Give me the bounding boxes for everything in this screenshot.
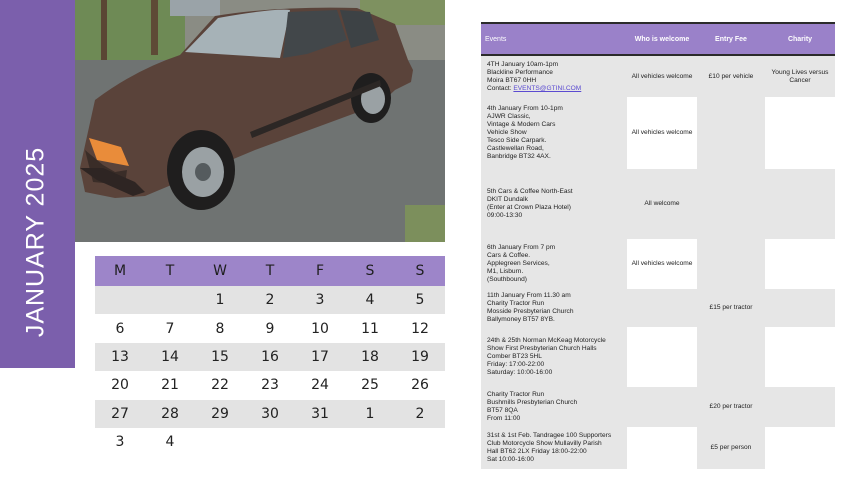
event-line: 4th January From 10-1pm [487,105,563,112]
event-line: Friday: 17:00-22:00 [487,361,545,368]
event-line: Saturday: 10:00-16:00 [487,369,553,376]
calendar-day: 8 [215,320,225,337]
event-line: (Southbound) [487,276,527,283]
calendar-day: 25 [361,377,379,394]
car-photo [75,0,445,242]
event-row [481,327,835,387]
events-column-header: Events [481,23,627,55]
calendar-week-row [95,343,445,371]
event-row [481,289,835,327]
event-line: Ballymoney BT57 8YB. [487,316,555,323]
calendar-day: 2 [245,286,295,314]
fee-column-header: Entry Fee [697,23,765,55]
event-details [481,289,627,327]
month-title: JANUARY 2025 [21,146,50,338]
event-line: Vehicle Show [487,129,527,136]
fee-cell: £10 per vehicle [697,55,765,97]
fee-cell: £5 per person [697,427,765,469]
calendar-day: 1 [195,286,245,314]
calendar-day [345,428,395,456]
calendar-day: 1 [345,400,395,428]
calendar-day: 12 [411,320,429,337]
event-line: Blackline Performance [487,68,553,76]
event-line: Bushmills Presbyterian Church [487,399,578,406]
calendar-day: 11 [361,320,379,337]
charity-cell [765,327,835,387]
event-line: 31st & 1st Feb. Tandragee 100 Supporters [487,432,612,439]
event-line: Tesco Side Carpark. [487,137,547,144]
fee-cell: £20 per tractor [697,387,765,427]
month-side-banner [0,0,75,368]
calendar-day: 20 [111,377,129,394]
charity-cell [765,387,835,427]
calendar-day [395,428,445,456]
event-details [481,169,627,239]
calendar-day: 31 [295,400,345,428]
event-row [481,97,835,169]
event-line: 24th & 25th Norman McKeag Motorcycle [487,337,606,344]
calendar-week-row [95,400,445,428]
event-line: Charity Tractor Run [487,391,545,398]
event-line: 5th Cars & Coffee North-East [487,188,573,195]
calendar-week-row [95,286,445,314]
charity-column-header: Charity [765,23,835,55]
calendar-day: 30 [245,400,295,428]
calendar-day: 15 [195,343,245,371]
weekday-label: S [395,256,445,286]
calendar-day: 14 [145,343,195,371]
calendar-day: 2 [395,400,445,428]
fee-cell [697,327,765,387]
calendar-week-row [95,314,445,342]
event-line: Comber BT23 5HL [487,353,542,360]
weekday-label: W [195,256,245,286]
fee-cell [697,97,765,169]
event-line: Show First Presbyterian Church Halls [487,345,597,352]
calendar-day: 3 [115,434,125,451]
contact-email-link[interactable]: EVENTS@GTINI.COM [513,84,582,92]
who-cell: All vehicles welcome [627,97,697,169]
event-details [481,327,627,387]
event-line: 11th January From 11.30 am [487,292,571,299]
calendar-day: 4 [165,434,175,451]
event-line: Hall BT62 2LX Friday 18:00-22:00 [487,448,587,455]
fee-cell: £15 per tractor [697,289,765,327]
calendar-day: 27 [95,400,145,428]
charity-cell: Young Lives versus Cancer [765,55,835,97]
calendar-day [245,428,295,456]
event-line: Mosside Presbyterian Church [487,308,574,315]
who-cell: All vehicles welcome [627,239,697,289]
weekday-header-row [95,256,445,286]
calendar-day: 18 [345,343,395,371]
calendar-day: 23 [261,377,279,394]
event-line: BT57 8QA [487,407,518,414]
calendar-day [145,286,195,314]
events-table [481,22,835,469]
event-line: (Enter at Crown Plaza Hotel) [487,204,571,211]
events-header-row [481,23,835,55]
event-details [481,387,627,427]
event-line: Charity Tractor Run [487,300,545,307]
event-line: Applegreen Services, [487,260,550,267]
event-row [481,239,835,289]
fee-cell [697,239,765,289]
charity-cell [765,97,835,169]
who-cell [627,289,697,327]
calendar-day: 16 [245,343,295,371]
calendar-day: 28 [145,400,195,428]
weekday-label: M [95,256,145,286]
calendar-day [95,286,145,314]
charity-cell [765,427,835,469]
event-line: Banbridge BT32 4AX. [487,153,551,160]
calendar-day [295,428,345,456]
calendar-day: 4 [345,286,395,314]
event-details [481,239,627,289]
who-cell: All welcome [627,169,697,239]
who-cell: All vehicles welcome [627,55,697,97]
event-line: Castlewellan Road, [487,145,544,152]
charity-cell [765,289,835,327]
weekday-label: T [245,256,295,286]
who-cell [627,387,697,427]
event-row [481,169,835,239]
event-line: M1, Lisburn. [487,268,524,275]
event-row [481,427,835,469]
calendar-day: 21 [161,377,179,394]
event-details [481,427,627,469]
calendar-grid [95,256,445,456]
who-cell [627,327,697,387]
event-line: Cars & Coffee. [487,252,531,259]
calendar-day: 17 [295,343,345,371]
event-line: Vintage & Modern Cars [487,121,556,128]
event-line: 4TH January 10am-1pm [487,60,559,68]
event-details [481,97,627,169]
calendar-week-row [95,371,445,399]
calendar-day: 10 [311,320,329,337]
event-line: AJWR Classic, [487,113,531,120]
weekday-label: T [145,256,195,286]
calendar-day [195,428,245,456]
calendar-day: 19 [395,343,445,371]
event-line: DKIT Dundalk [487,196,528,203]
event-line: From 11:00 [487,415,521,422]
calendar-day: 9 [265,320,275,337]
event-row [481,387,835,427]
charity-cell [765,239,835,289]
calendar-week-row [95,428,445,456]
calendar-day: 24 [311,377,329,394]
calendar-day: 13 [95,343,145,371]
event-line: Club Motorcycle Show Mullavilly Parish [487,440,602,447]
event-line: 6th January From 7 pm [487,244,556,251]
calendar-day: 22 [211,377,229,394]
event-line: Sat 10:00-16:00 [487,456,534,463]
calendar-day: 29 [195,400,245,428]
charity-cell [765,169,835,239]
who-column-header: Who is welcome [627,23,697,55]
who-cell [627,427,697,469]
event-details [481,55,627,97]
calendar-day: 3 [295,286,345,314]
event-row [481,55,835,97]
event-line: Contact: [487,84,514,92]
calendar-day: 6 [115,320,125,337]
event-line: Moira BT67 0HH [487,76,537,84]
calendar-day: 26 [411,377,429,394]
calendar-day: 7 [165,320,175,337]
calendar-day: 5 [395,286,445,314]
fee-cell [697,169,765,239]
weekday-label: F [295,256,345,286]
weekday-label: S [345,256,395,286]
event-line: 09:00-13:30 [487,212,523,219]
